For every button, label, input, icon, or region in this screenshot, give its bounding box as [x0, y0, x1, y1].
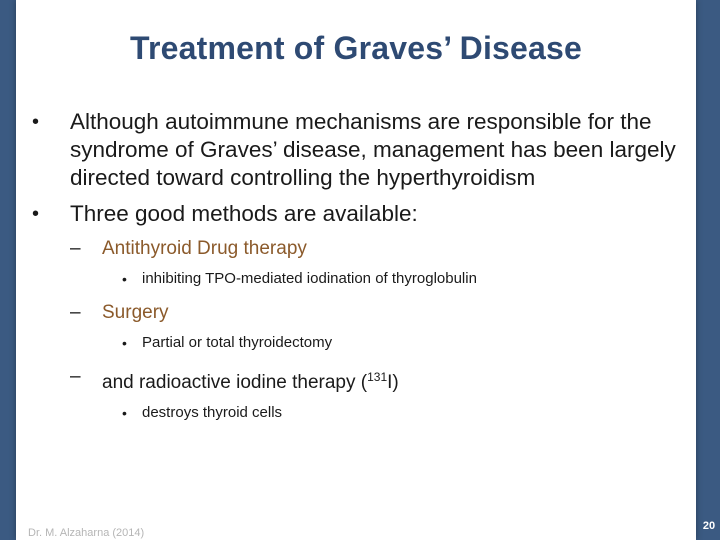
- method-label-text: I): [387, 372, 399, 393]
- slide-content: [26, 108, 686, 434]
- bullet-text: Three good methods are available:: [70, 201, 418, 226]
- method-detail: destroys thyroid cells: [142, 404, 283, 421]
- dash-icon: –: [70, 238, 81, 259]
- method-detail-item: [26, 402, 686, 424]
- dash-icon: –: [70, 302, 81, 323]
- bullet-icon: •: [122, 405, 127, 421]
- bullet-icon: •: [122, 335, 127, 351]
- slide: [16, 0, 696, 540]
- method-detail-item: [26, 332, 686, 354]
- method-item: [26, 300, 686, 326]
- bullet-icon: •: [32, 111, 40, 133]
- method-label: Surgery: [102, 302, 169, 323]
- method-label: Antithyroid Drug therapy: [102, 238, 307, 259]
- method-label-text: and radioactive iodine therapy (: [102, 372, 368, 393]
- isotope-superscript: 131: [367, 370, 388, 384]
- method-item: [26, 364, 686, 396]
- footer-author: Dr. M. Alzaharna (2014): [28, 527, 145, 539]
- method-label: [102, 372, 399, 393]
- method-item: [26, 236, 686, 262]
- dash-icon: –: [70, 366, 81, 387]
- method-detail: Partial or total thyroidectomy: [142, 334, 333, 351]
- slide-title: Treatment of Graves’ Disease: [129, 30, 583, 66]
- bullet-icon: •: [32, 203, 40, 225]
- method-detail: inhibiting TPO-mediated iodination of thyroglobulin: [142, 270, 477, 287]
- bullet-item: [26, 200, 686, 228]
- bullet-text: Although autoimmune mechanisms are responsible for the syndrome of Graves’ disease, management has been largely directed toward controlling the hyperthyroidism: [70, 109, 676, 190]
- method-detail-item: [26, 268, 686, 290]
- bullet-icon: •: [122, 271, 127, 287]
- bullet-item: [26, 108, 686, 192]
- page-number: 20: [702, 520, 716, 532]
